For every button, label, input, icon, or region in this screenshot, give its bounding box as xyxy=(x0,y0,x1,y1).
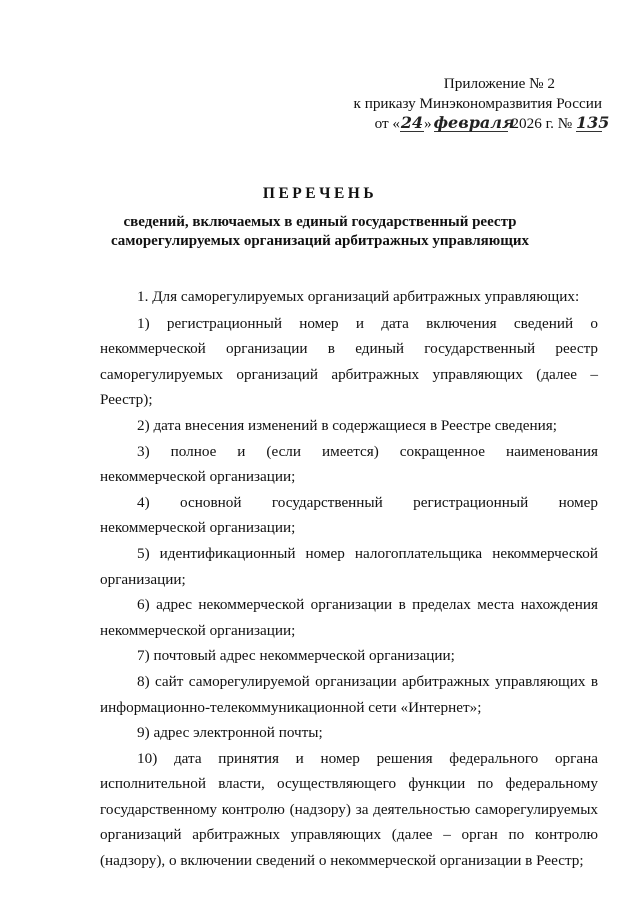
document-title: ПЕРЕЧЕНЬ xyxy=(262,185,378,202)
order-reference: к приказу Минэкономразвития России xyxy=(353,95,602,112)
list-item-7: 7) почтовый адрес некоммерческой организации; xyxy=(137,647,455,665)
document-body xyxy=(100,284,598,874)
list-item-5: 5) идентификационный номер налогоплательщика некоммерческой организации; xyxy=(100,544,598,588)
handwritten-month: февраля xyxy=(433,113,515,132)
subtitle-line-1: сведений, включаемых в единый государственный реестр xyxy=(123,214,517,230)
document-subtitle xyxy=(0,213,640,251)
appendix-header xyxy=(342,74,610,134)
list-item-6: 6) адрес некоммерческой организации в пределах места нахождения некоммерческой организации; xyxy=(100,596,598,639)
list-item-4: 4) основной государственный регистрационный номер некоммерческой организации; xyxy=(100,493,598,537)
handwritten-day: 24 xyxy=(400,113,424,132)
order-date-line xyxy=(342,113,610,134)
handwritten-order-number: 135 xyxy=(576,113,610,132)
list-item-2: 2) дата внесения изменений в содержащиеся в Реестре сведения; xyxy=(137,416,558,434)
subtitle-line-2: саморегулируемых организаций арбитражных управляющих xyxy=(110,233,530,249)
list-item-8: 8) сайт саморегулируемой организации арбитражных управляющих в информационно-телекоммуникационной сети «Интернет»; xyxy=(100,672,598,716)
appendix-number: Приложение № 2 xyxy=(443,75,555,92)
date-mid: » xyxy=(424,115,432,132)
list-item-9: 9) адрес электронной почты; xyxy=(137,724,323,742)
date-year: 2026 г. № xyxy=(511,115,573,132)
date-prefix: от « xyxy=(374,115,401,132)
section-heading: 1. Для саморегулируемых организаций арбитражных управляющих: xyxy=(137,288,580,305)
list-item-10: 10) дата принятия и номер решения федерального органа исполнительной власти, осуществляющего функции по федеральному государственному контролю (надзору) за деятельностью саморегулируемых организаций арбитражных управляющих (далее – орган по контролю (надзору), о включении сведений о некоммерческой организации в Реестр; xyxy=(100,749,598,870)
list-item-1: 1) регистрационный номер и дата включения сведений о некоммерческой организации в единый государственный реестр саморегулируемых организаций арбитражных управляющих (далее – Реестр); xyxy=(100,314,598,409)
list-item-3: 3) полное и (если имеется) сокращенное наименования некоммерческой организации; xyxy=(100,442,598,486)
